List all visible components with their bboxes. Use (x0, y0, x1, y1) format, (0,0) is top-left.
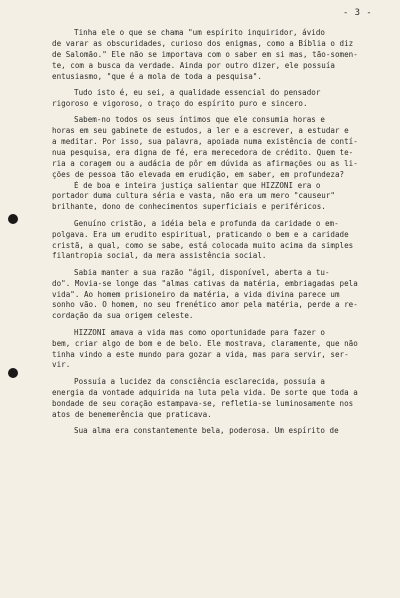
text-line: bondade de seu coração estampava-se, refletia-se luminosamente nos (52, 398, 354, 408)
text-line: nua pesquisa, era digna de fé, era merecedora de crédito. Quem te- (52, 147, 354, 157)
punch-hole (8, 368, 18, 378)
text-line: Possuía a lucidez da consciência esclarecida, possuía a (74, 376, 325, 386)
text-line: vir. (52, 360, 71, 370)
page-number: - 3 - (343, 8, 373, 18)
text-line: atos de benemerência que praticava. (52, 409, 212, 419)
text-line: Sabia manter a sua razão "ágil, disponível, aberta a tu- (74, 267, 330, 277)
text-line: rigoroso e vigoroso, o traço do espírito puro e sincero. (52, 98, 308, 108)
punch-hole (8, 214, 18, 224)
text-line: Genuíno cristão, a idéia bela e profunda da caridade o em- (74, 218, 339, 228)
text-line: cordação da sua origem celeste. (52, 311, 194, 321)
text-line: do". Movia-se longe das "almas cativas da matéria, embriagadas pela (52, 278, 358, 288)
text-line: sonho vão. O homem, no seu frenético amor pela matéria, perde a re- (52, 300, 358, 310)
document-body (52, 28, 392, 437)
text-line: tinha vindo a este mundo para gozar a vida, mas para servir, ser- (52, 349, 349, 359)
text-line: É de boa e inteira justiça salientar que HIZZONI era o (74, 180, 321, 190)
text-line: horas em seu gabinete de estudos, a ler e a escrever, a estudar e (52, 126, 349, 136)
text-line: bem, criar algo de bom e de belo. Ele mostrava, claramente, que não (52, 338, 358, 348)
text-line: te, com a busca da verdade. Ainda por outro dizer, ele possuía (52, 60, 335, 70)
text-line: ria a coragem ou a audácia de pôr em dúvida as afirmações ou as li- (52, 158, 358, 168)
text-line: ções de pessoa tão elevada em erudição, em saber, em profundeza? (52, 169, 345, 179)
text-line: Tudo isto é, eu sei, a qualidade essencial do pensador (74, 87, 321, 97)
text-line: HIZZONI amava a vida mas como oportunidade para fazer o (74, 327, 325, 337)
text-line: de Salomão." Ele não se importava com o saber em si mas, tão-somen- (52, 49, 358, 59)
text-line: portador duma cultura séria e vasta, não era um mero "causeur" (52, 191, 335, 201)
text-line: energia da vontade adquirida na luta pela vida. De sorte que toda a (52, 387, 358, 397)
text-line: polgava. Era um erudito espiritual, praticando o bem e a caridade (52, 229, 349, 239)
text-line: de varar as obscuridades, curioso dos enigmas, como a Bíblia o diz (52, 38, 354, 48)
text-line: Tinha ele o que se chama "um espírito inquiridor, ávido (74, 28, 325, 37)
text-line: filantropia social, da mera assistência social. (52, 251, 267, 261)
text-line: cristã, a qual, como se sabe, está colocada muito acima da simples (52, 240, 354, 250)
text-line: brilhante, dono de conhecimentos superficiais e periféricos. (52, 202, 326, 212)
text-line: entusiasmo, "que é a mola de toda a pesquisa". (52, 71, 262, 81)
text-line: a meditar. Por isso, sua palavra, apoiada numa existência de contí- (52, 137, 358, 147)
text-line: Sabem-no todos os seus íntimos que ele consumia horas e (74, 115, 325, 125)
text-line: vida". Ao homem prisioneiro da matéria, a vida divina parece um (52, 289, 340, 299)
text-line: Sua alma era constantemente bela, poderosa. Um espírito de (74, 425, 339, 435)
